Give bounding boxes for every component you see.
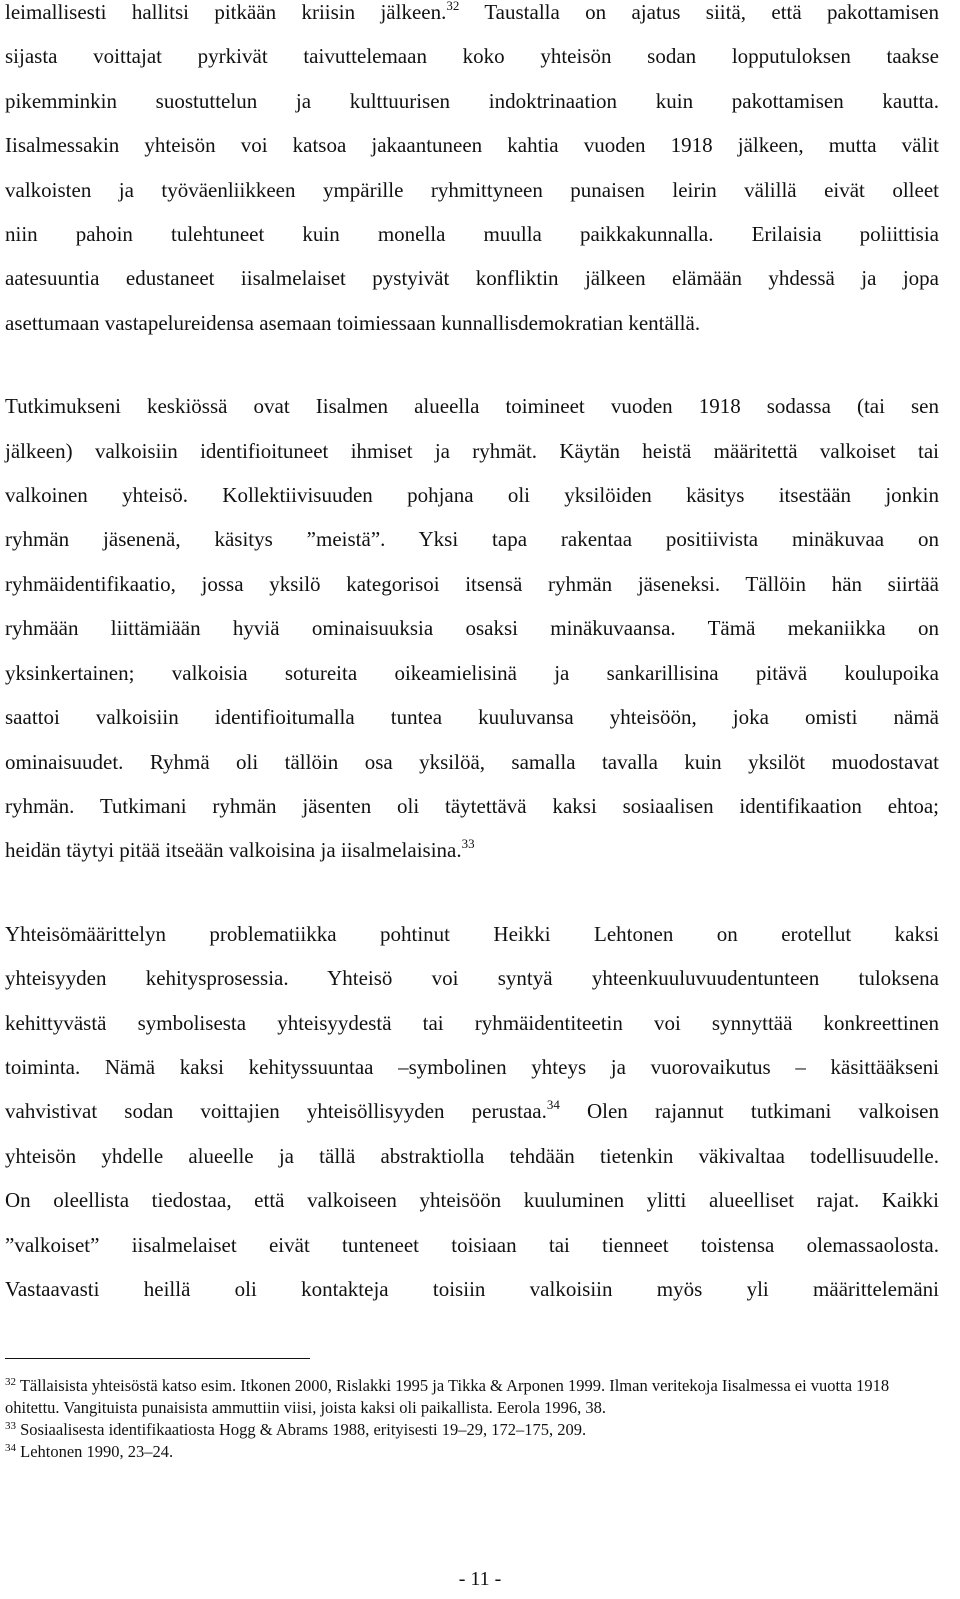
text-line [5, 784, 939, 828]
text-run: pikemminkin suostuttelun ja kulttuurisen indoktrinaation kuin pakottamisen kautta. [5, 88, 939, 113]
text-run: sijasta voittajat pyrkivät taivuttelemaan koko yhteisön sodan lopputuloksen taakse [5, 44, 939, 69]
text-line [5, 1178, 939, 1222]
document-page [5, 0, 939, 1311]
text-line [5, 695, 939, 739]
text-line [5, 912, 939, 956]
text-line [5, 1001, 939, 1045]
text-line [5, 606, 939, 650]
text-run: saattoi valkoisiin identifioitumalla tuntea kuuluvansa yhteisöön, joka omisti nämä [5, 705, 939, 730]
text-line [5, 212, 939, 256]
footnotes [5, 1375, 935, 1463]
footnote-32 [5, 1375, 935, 1419]
text-run: asettumaan vastapelureidensa asemaan toimiessaan kunnallisdemokratian kentällä. [5, 310, 701, 335]
text-line [5, 956, 939, 1000]
text-line [5, 256, 939, 300]
text-run: kehittyvästä symbolisesta yhteisyydestä tai ryhmäidentiteetin voi synnyttää konkreettinen [5, 1010, 939, 1035]
footnote-text: Lehtonen 1990, 23–24. [20, 1442, 174, 1461]
text-run: niin pahoin tulehtuneet kuin monella muulla paikkakunnalla. Erilaisia poliittisia [5, 222, 939, 247]
text-run: ryhmän jäsenenä, käsitys ”meistä”. Yksi tapa rakentaa positiivista minäkuvaa on [5, 527, 939, 552]
page-number: - 11 - [458, 1568, 502, 1590]
text-run: ominaisuudet. Ryhmä oli tällöin osa yksilöä, samalla tavalla kuin yksilöt muodostavat [5, 749, 939, 774]
text-run: On oleellista tiedostaa, että valkoiseen yhteisöön kuuluminen ylitti alueelliset rajat. Kaikki [5, 1188, 939, 1213]
footnote-marker: 33 [5, 1420, 16, 1432]
text-line [5, 79, 939, 123]
text-run: yksinkertainen; valkoisia sotureita oikeamielisinä ja sankarillisina pitävä koulupoika [5, 660, 939, 685]
text-run: Iisalmessakin yhteisön voi katsoa jakaantuneen kahtia vuoden 1918 jälkeen, mutta välit [5, 133, 939, 158]
text-line [5, 34, 939, 78]
text-line [5, 1223, 939, 1267]
body-paragraph-1 [5, 0, 939, 345]
footnote-marker: 34 [5, 1442, 16, 1454]
text-line [5, 828, 939, 872]
text-line [5, 651, 939, 695]
text-run: vahvistivat sodan voittajien yhteisöllisyyden perustaa. [5, 1099, 547, 1124]
text-run: Vastaavasti heillä oli kontakteja toisiin valkoisiin myös yli määrittelemäni [5, 1276, 939, 1301]
text-line [5, 384, 939, 428]
text-line [5, 517, 939, 561]
footnote-text: Tällaisista yhteisöstä katso esim. Itkonen 2000, Rislakki 1995 ja Tikka & Arponen 1999. Ilman veritekoja Iisalmessa ei vuotta 1918 ohitettu. Vangituista punaisista ammuttiin viisi, joista kaksi oli paikallista. Eerola 1996, 38. [5, 1376, 890, 1417]
footnote-marker: 32 [5, 1376, 16, 1388]
text-line [5, 562, 939, 606]
text-line [5, 1045, 939, 1089]
text-line [5, 0, 939, 34]
text-line [5, 429, 939, 473]
footnote-reference: 34 [546, 1097, 560, 1113]
text-line [5, 1134, 939, 1178]
text-run: ryhmään liittämiään hyviä ominaisuuksia osaksi minäkuvaansa. Tämä mekaniikka on [5, 616, 939, 641]
text-run: ”valkoiset” iisalmelaiset eivät tunteneet toisiaan tai tienneet toistensa olemassaolosta. [5, 1232, 939, 1257]
text-run: jälkeen) valkoisiin identifioituneet ihmiset ja ryhmät. Käytän heistä määritettä valkoiset tai [5, 438, 939, 463]
text-run: Olen rajannut tutkimani valkoisen [559, 1099, 939, 1124]
text-line [5, 1267, 939, 1311]
footnote-reference: 33 [461, 836, 475, 852]
text-line [5, 301, 939, 345]
text-line [5, 473, 939, 517]
text-run: ryhmän. Tutkimani ryhmän jäsenten oli täytettävä kaksi sosiaalisen identifikaation ehtoa; [5, 793, 939, 818]
text-run: Tutkimukseni keskiössä ovat Iisalmen alueella toimineet vuoden 1918 sodassa (tai sen [5, 394, 939, 419]
footnote-reference: 32 [446, 0, 460, 13]
text-run: yhteisön yhdelle alueelle ja tällä abstraktiolla tehdään tietenkin väkivaltaa todellisuudelle. [5, 1143, 939, 1168]
text-run: leimallisesti hallitsi pitkään kriisin jälkeen. [5, 0, 447, 24]
text-line [5, 740, 939, 784]
footnote-33 [5, 1419, 935, 1441]
footnote-separator [5, 1358, 310, 1359]
text-run: valkoisten ja työväenliikkeen ympärille ryhmittyneen punaisen leirin välillä eivät olleet [5, 177, 939, 202]
text-run: Taustalla on ajatus siitä, että pakottamisen [459, 0, 939, 24]
text-run: yhteisyyden kehitysprosessia. Yhteisö voi syntyä yhteenkuuluvuudentunteen tuloksena [5, 966, 939, 991]
text-run: aatesuuntia edustaneet iisalmelaiset pystyivät konfliktin jälkeen elämään yhdessä ja jopa [5, 266, 939, 291]
footnote-text: Sosiaalisesta identifikaatiosta Hogg & Abrams 1988, erityisesti 19–29, 172–175, 209. [20, 1420, 587, 1439]
text-run: valkoinen yhteisö. Kollektiivisuuden pohjana oli yksilöiden käsitys itsestään jonkin [5, 483, 939, 508]
text-run: ryhmäidentifikaatio, jossa yksilö kategorisoi itsensä ryhmän jäseneksi. Tällöin hän siirtää [5, 571, 939, 596]
text-run: heidän täytyi pitää itseään valkoisina ja iisalmelaisina. [5, 838, 462, 863]
body-paragraph-2 [5, 384, 939, 872]
text-line [5, 1089, 939, 1133]
text-line [5, 168, 939, 212]
text-run: toiminta. Nämä kaksi kehityssuuntaa –symbolinen yhteys ja vuorovaikutus – käsittääkseni [5, 1054, 939, 1079]
text-run: Yhteisömäärittelyn problematiikka pohtinut Heikki Lehtonen on erotellut kaksi [5, 921, 939, 946]
footnote-34 [5, 1441, 935, 1463]
text-line [5, 123, 939, 167]
body-paragraph-3 [5, 912, 939, 1312]
